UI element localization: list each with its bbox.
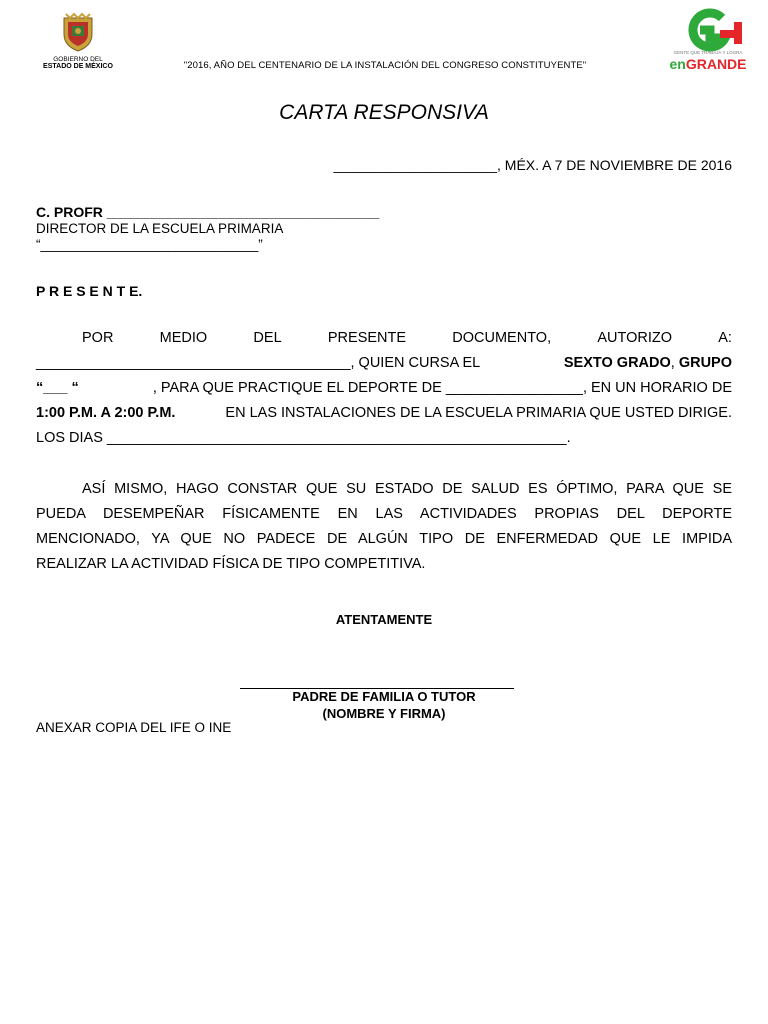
- greeting: P R E S E N T E.: [36, 283, 143, 299]
- sport-blank: , PARA QUE PRACTIQUE EL DEPORTE DE _________________, EN UN HORARIO DE: [152, 380, 732, 396]
- grade-text: SEXTO GRADO: [563, 355, 671, 371]
- group-value: “___ “: [36, 380, 79, 396]
- para1-word: POR: [82, 330, 114, 346]
- paragraph-health: [36, 477, 732, 577]
- addressee-name: C. PROFR ___________________________________: [36, 204, 380, 220]
- brand-grande: GRANDE: [685, 56, 747, 72]
- engrande-g-icon: [660, 8, 756, 52]
- para2-line1: ASÍ MISMO, HAGO CONSTAR QUE SU ESTADO DE SALUD ES ÓPTIMO, PARA QUE SE: [82, 481, 732, 497]
- para1-word: AUTORIZO: [597, 330, 672, 346]
- paragraph-authorization: [36, 326, 732, 451]
- logo-tagline: GENTE QUE TRABAJA Y LOGRA: [673, 50, 743, 55]
- days-blank: LOS DIAS _________________________________________________________.: [36, 430, 571, 446]
- para2-line2: PUEDA DESEMPEÑAR FÍSICAMENTE EN LAS ACTIVIDADES PROPIAS DEL DEPORTE: [36, 506, 732, 522]
- header-motto: "2016, AÑO DEL CENTENARIO DE LA INSTALACIÓN DEL CONGRESO CONSTITUYENTE": [183, 60, 587, 71]
- para1-word: DEL: [253, 330, 282, 346]
- state-seal-icon: [60, 12, 96, 52]
- group-label: GRUPO: [678, 355, 732, 371]
- para1-word: PRESENTE: [327, 330, 407, 346]
- logo-line-gobierno: GOBIERNO DEL: [53, 56, 103, 63]
- engrande-logo: [660, 8, 756, 72]
- para1-line1: [36, 326, 732, 351]
- addressee-role: DIRECTOR DE LA ESCUELA PRIMARIA: [36, 221, 284, 236]
- para2-line4: REALIZAR LA ACTIVIDAD FÍSICA DE TIPO COMPETITIVA.: [36, 556, 426, 572]
- para2-line3: MENCIONADO, YA QUE NO PADECE DE ALGÚN TIPO DE ENFERMEDAD QUE LE IMPIDA: [36, 531, 732, 547]
- separator: ,: [670, 355, 679, 371]
- brand-en: en: [669, 56, 686, 72]
- para1-line2: [36, 351, 732, 376]
- para1-line3: [36, 376, 732, 401]
- signer-note: (NOMBRE Y FIRMA): [322, 706, 446, 721]
- para1-word: DOCUMENTO,: [452, 330, 552, 346]
- closing: ATENTAMENTE: [335, 612, 433, 627]
- para1-word: A:: [718, 330, 732, 346]
- attachment-note: ANEXAR COPIA DEL IFE O INE: [36, 720, 232, 735]
- addressee-school: “_____________________________”: [36, 237, 263, 252]
- document-title: CARTA RESPONSIVA: [279, 101, 489, 124]
- gobierno-edomex-logo: [30, 10, 126, 74]
- para1-line4: [36, 401, 732, 426]
- logo-line-estado: ESTADO DE MÉXICO: [43, 63, 113, 70]
- para1-word: MEDIO: [159, 330, 208, 346]
- logo-brand-text: [666, 56, 750, 72]
- student-name-blank: _______________________________________, QUIEN CURSA EL: [36, 355, 484, 371]
- schedule-time: 1:00 P.M. A 2:00 P.M.: [36, 405, 176, 421]
- signer-role: PADRE DE FAMILIA O TUTOR: [292, 689, 476, 704]
- facilities-text: EN LAS INSTALACIONES DE LA ESCUELA PRIMARIA QUE USTED DIRIGE.: [221, 405, 732, 421]
- place-date: _____________________, MÉX. A 7 DE NOVIEMBRE DE 2016: [333, 157, 732, 173]
